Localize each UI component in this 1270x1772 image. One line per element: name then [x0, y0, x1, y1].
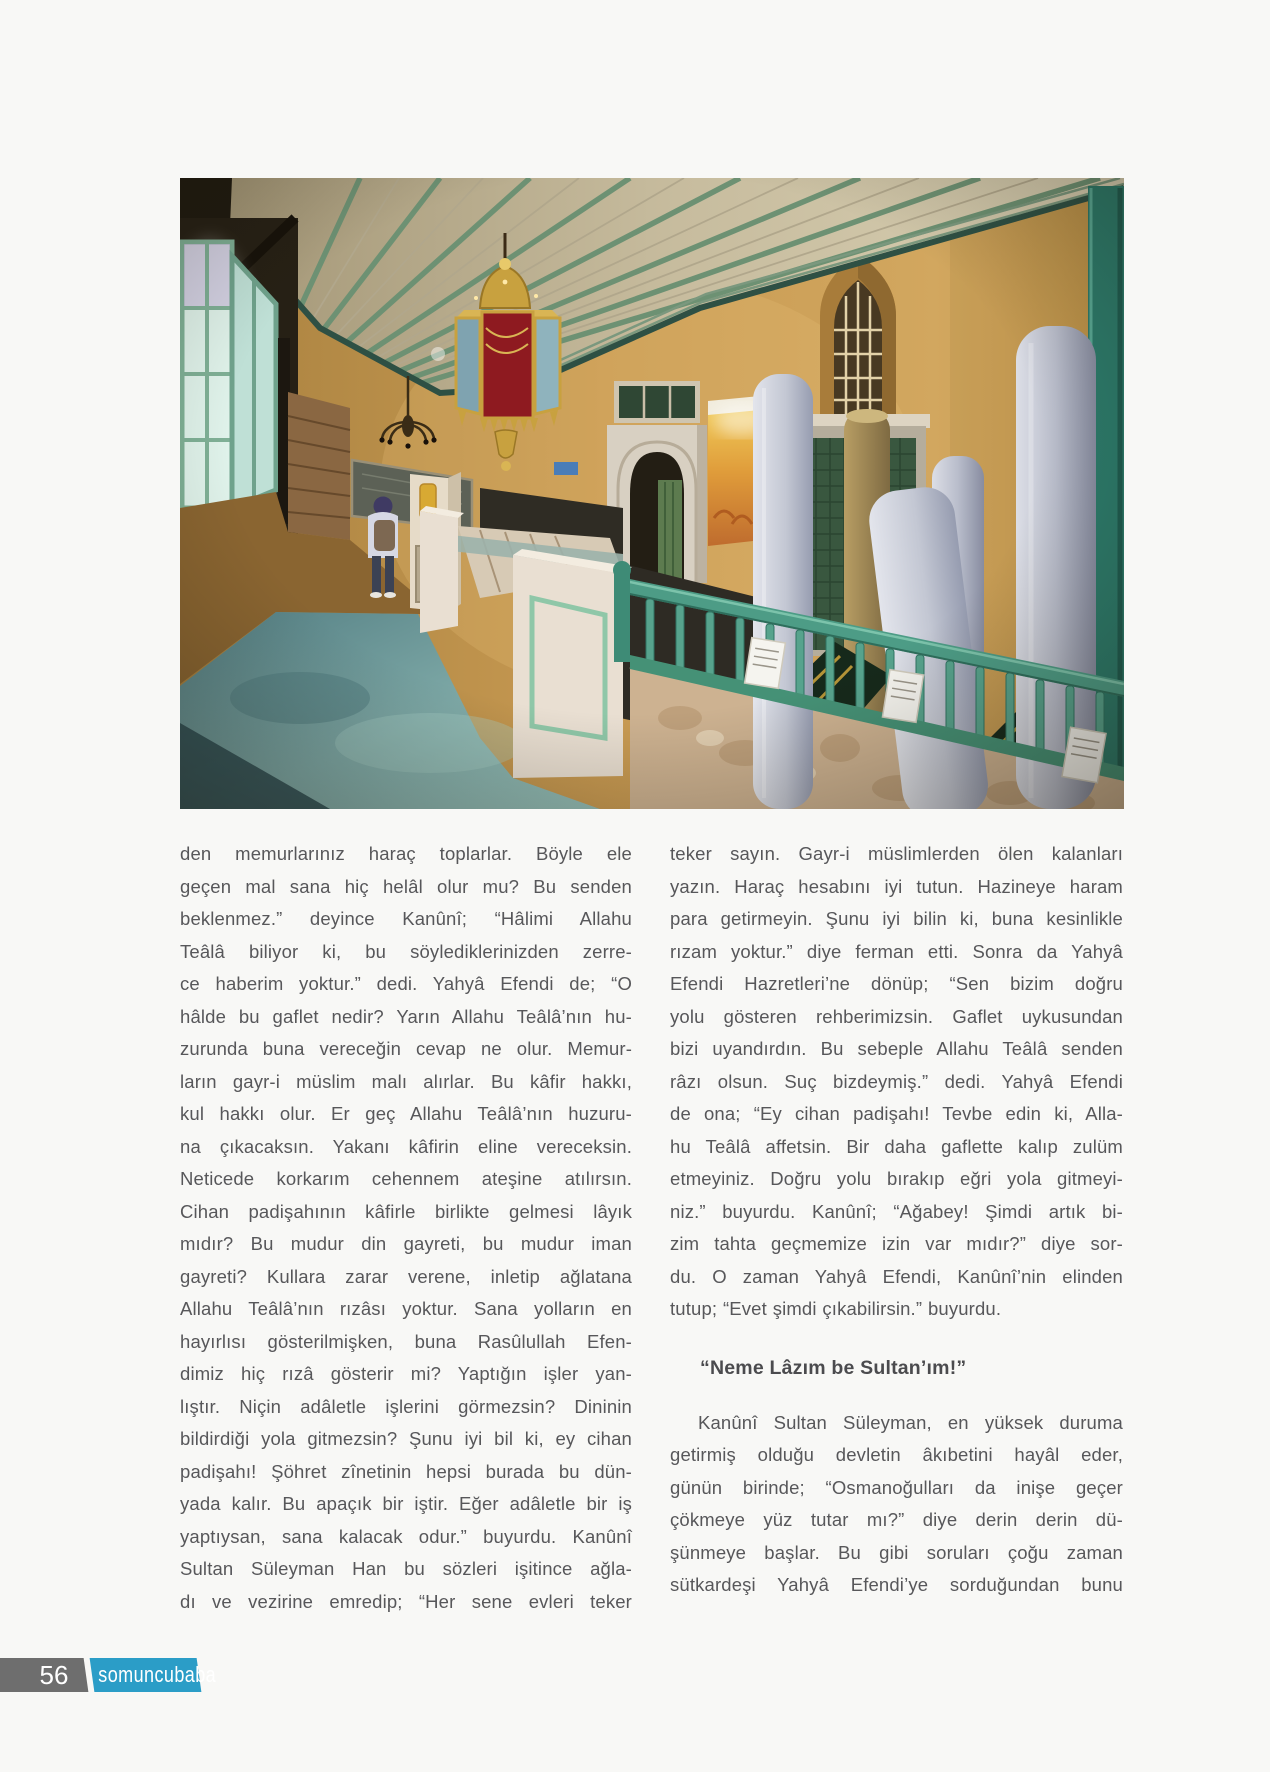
text-line: hu Teâlâ affetsin. Bir daha gaflette kalıp zulüm [670, 1135, 1123, 1157]
text-column-left [180, 838, 632, 1618]
text-line: para getirmeyin. Şunu iyi bilin ki, buna kesinlikle [670, 908, 1123, 929]
text-line: şünmeye başlar. Bu gibi soruları çoğu zaman [670, 1541, 1123, 1563]
text-line: ların gayr-i müslim malı alırlar. Bu kâfir hakkı, [180, 1070, 632, 1092]
text-line: Teâlâ biliyor ki, bu söylediklerinizden zerre- [180, 940, 632, 962]
text-line: sütkardeşi Yahyâ Efendi’ye sorduğundan bunu [670, 1574, 1123, 1595]
article-photo [180, 178, 1124, 809]
text-line: Cihan padişahının kâfirle birlikte gelmesi lâyık [180, 1200, 632, 1222]
text-line: bildirdiği yola gitmezsin? Şunu iyi bil ki, ey cihan [180, 1428, 632, 1449]
text-line: den memurlarınız haraç toplarlar. Böyle ele [180, 843, 632, 864]
paragraph [180, 838, 632, 1618]
text-line: yazın. Haraç hesabını iyi tutun. Hazineye haram [670, 875, 1123, 897]
text-line: kul hakkı olur. Er geç Allahu Teâlâ’nın huzuru- [180, 1103, 632, 1124]
text-line: de ona; “Ey cihan padişahı! Tevbe edin ki, Alla- [670, 1103, 1123, 1124]
text-column-right [670, 838, 1123, 1602]
text-line: getirmiş olduğu devletin âkıbetini hayâl eder, [670, 1444, 1123, 1465]
text-line: gayreti? Kullara zarar verene, inletip ağlatana [180, 1265, 632, 1287]
text-line: Neticede korkarım cehennem ateşine atılırsın. [180, 1168, 632, 1189]
text-line: dimiz hiç rızâ gösterir mi? Yaptığın işler yan- [180, 1363, 632, 1384]
paragraph [670, 1407, 1123, 1602]
text-line: padişahı! Şöhret zînetinin hepsi burada bu dün- [180, 1460, 632, 1482]
text-line: Efendi Hazretleri’ne dönüp; “Sen bizim doğru [670, 973, 1123, 994]
text-line: lıştır. Niçin adâletle işlerini görmezsin? Dininin [180, 1395, 632, 1417]
text-line: zurunda buna vereceğin cevap ne olur. Memur- [180, 1038, 632, 1059]
text-line: hâlde bu gaflet nedir? Yarın Allahu Teâlâ’nın hu- [180, 1005, 632, 1027]
text-line: Sultan Süleyman Han bu sözleri işitince ağla- [180, 1558, 632, 1579]
text-line: tutup; “Evet şimdi çıkabilirsin.” buyurdu. [670, 1298, 1002, 1319]
text-line: du. O zaman Yahyâ Efendi, Kanûnî’nin elinden [670, 1265, 1123, 1287]
text-line: bizi uyandırdın. Bu sebeple Allahu Teâlâ senden [670, 1038, 1123, 1059]
text-line: Allahu Teâlâ’nın rızâsı yoktur. Sana yolların en [180, 1298, 632, 1319]
text-line: yolu gösteren rehberimizsin. Gaflet uykusundan [670, 1005, 1123, 1027]
text-line: mıdır? Bu mudur din gayreti, bu mudur iman [180, 1233, 632, 1254]
text-line: rızam yoktur.” diye ferman etti. Sonra da Yahyâ [670, 940, 1123, 962]
paragraph [670, 838, 1123, 1326]
text-line: yada kalır. Bu apaçık bir iştir. Eğer adâletle bir iş [180, 1493, 632, 1514]
text-line: günün birinde; “Osmanoğulları da inişe geçer [670, 1476, 1123, 1498]
text-line: etmeyiniz. Doğru yolu bırakıp eğri yola gitmeyi- [670, 1168, 1123, 1189]
text-line: dı ve vezirine emredip; “Her sene evleri teker [180, 1590, 632, 1612]
text-line: geçen mal sana hiç helâl olur mu? Bu senden [180, 875, 632, 897]
text-line: ce haberim yoktur.” dedi. Yahyâ Efendi de; “O [180, 973, 632, 994]
tomb-interior-illustration [180, 178, 1124, 809]
text-line: çökmeye yüz tutar mı?” diye derin derin dü- [670, 1509, 1123, 1530]
text-line: teker sayın. Gayr-i müslimlerden ölen kalanları [670, 843, 1123, 864]
vignette [180, 178, 1124, 809]
text-line: yaptıysan, sana kalacak odur.” buyurdu. Kanûnî [180, 1525, 632, 1547]
page-number: 56 [39, 1660, 69, 1690]
section-heading: “Neme Lâzım be Sultan’ım!” [700, 1356, 967, 1379]
text-line: râzı olsun. Suç bizdeymiş.” dedi. Yahyâ Efendi [670, 1070, 1123, 1092]
text-line: niz.” buyurdu. Kanûnî; “Ağabey! Şimdi artık bi- [670, 1200, 1123, 1222]
text-line: Kanûnî Sultan Süleyman, en yüksek duruma [698, 1411, 1123, 1433]
text-line: na çıkacaksın. Yakanı kâfirin eline vereceksin. [180, 1135, 632, 1157]
text-line: zim tahta geçmemize izin var mıdır?” diye sor- [670, 1233, 1123, 1254]
text-line: hayırlısı gösterilmişken, buna Rasûlullah Efen- [180, 1330, 632, 1352]
text-line: beklenmez.” deyince Kanûnî; “Hâlimi Allahu [180, 908, 632, 929]
brand-logo-text: somuncubaba [98, 1662, 217, 1687]
